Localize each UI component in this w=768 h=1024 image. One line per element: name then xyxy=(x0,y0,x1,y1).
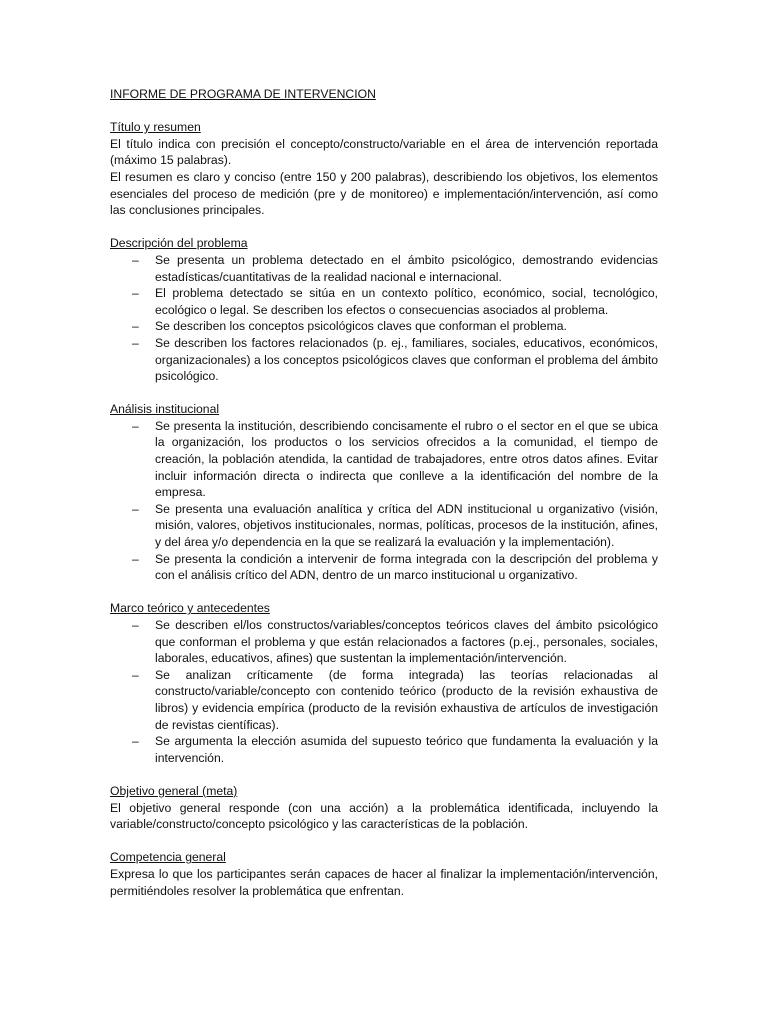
dash-bullet-icon: – xyxy=(132,319,139,334)
dash-bullet-icon: – xyxy=(132,734,139,749)
bullet-item xyxy=(110,318,658,335)
sections-container xyxy=(110,119,658,899)
bullet-item xyxy=(110,617,658,667)
section xyxy=(110,235,658,384)
bullet-text: Se presenta un problema detectado en el ámbito psicológico, demostrando evidencias estadísticas/cuantitativas de la realidad nacional e internacional. xyxy=(155,252,658,284)
bullet-text: Se describen el/los constructos/variables/conceptos teóricos claves del ámbito psicológico que conforman el problema y que están relacionados a factores (p.ej., personales, sociales, laborales, educativos, afines) que sustentan la implementación/intervención. xyxy=(155,618,658,666)
bullet-text: El problema detectado se sitúa en un contexto político, económico, social, tecnológico, ecológico o legal. Se describen los efectos o consecuencias asociados al problema. xyxy=(155,286,658,317)
section xyxy=(110,401,658,584)
section xyxy=(110,783,658,833)
bullet-text: Se describen los conceptos psicológicos claves que conforman el problema. xyxy=(155,319,567,334)
document-content xyxy=(110,86,658,916)
bullet-item xyxy=(110,252,658,285)
section xyxy=(110,849,658,899)
section-heading: Análisis institucional xyxy=(110,402,220,417)
dash-bullet-icon: – xyxy=(132,418,139,433)
section-heading: Marco teórico y antecedentes xyxy=(110,601,270,616)
dash-bullet-icon: – xyxy=(132,286,139,301)
bullet-text: Se argumenta la elección asumida del supuesto teórico que fundamenta la evaluación y la intervención. xyxy=(155,734,658,765)
bullet-text: Se presenta la condición a intervenir de forma integrada con la descripción del problema y con el análisis crítico del ADN, dentro de un marco institucional u organizativo. xyxy=(155,551,658,583)
bullet-item xyxy=(110,418,658,501)
document-title: INFORME DE PROGRAMA DE INTERVENCION xyxy=(110,87,376,101)
dash-bullet-icon: – xyxy=(132,501,139,516)
bullet-text: Se describen los factores relacionados (p. ej., familiares, sociales, educativos, económicos, organizacionales) a los conceptos psicológicos claves que conforman el problema del ámbito psicológico. xyxy=(155,335,658,384)
section-paragraph: Expresa lo que los participantes serán capaces de hacer al finalizar la implementación/intervención, permitiéndoles resolver la problemática que enfrentan. xyxy=(110,866,658,898)
bullet-item xyxy=(110,667,658,733)
dash-bullet-icon: – xyxy=(132,252,139,267)
section-heading: Objetivo general (meta) xyxy=(110,783,238,798)
section-paragraph: El objetivo general responde (con una acción) a la problemática identificada, incluyendo la variable/constructo/concepto psicológico y las características de la población. xyxy=(110,800,658,832)
section-heading: Descripción del problema xyxy=(110,236,248,251)
section-paragraph: El título indica con precisión el concepto/constructo/variable en el área de intervención reportada (máximo 15 palabras). xyxy=(110,136,658,168)
bullet-item xyxy=(110,285,658,318)
dash-bullet-icon: – xyxy=(132,335,139,350)
dash-bullet-icon: – xyxy=(132,618,139,632)
bullet-item xyxy=(110,335,658,385)
bullet-list xyxy=(110,252,658,385)
bullet-list xyxy=(110,617,658,766)
bullet-list xyxy=(110,418,658,584)
bullet-item xyxy=(110,551,658,584)
bullet-item xyxy=(110,501,658,551)
bullet-item xyxy=(110,733,658,766)
section-paragraph: El resumen es claro y conciso (entre 150 y 200 palabras), describiendo los objetivos, los elementos esenciales del proceso de medición (pre y de monitoreo) e implementación/intervención, así como las conclusiones principales. xyxy=(110,169,658,218)
section-heading: Título y resumen xyxy=(110,120,201,135)
bullet-text: Se presenta una evaluación analítica y crítica del ADN institucional u organizativo (visión, misión, valores, objetivos institucionales, normas, políticas, procesos de la institución, afines, y del área y/o dependencia en la que se realizará la evaluación y la implementación). xyxy=(155,501,658,550)
dash-bullet-icon: – xyxy=(132,551,139,566)
section-heading: Competencia general xyxy=(110,850,226,865)
section xyxy=(110,600,658,766)
bullet-text: Se presenta la institución, describiendo concisamente el rubro o el sector en el que se ubica la organización, los productos o los servicios ofrecidos a la comunidad, el tiempo de creación, la población atendida, la cantidad de trabajadores, entre otros datos afines. Evitar incluir información directa o indirecta que conlleve a la identificación del nombre de la empresa. xyxy=(155,418,658,500)
section xyxy=(110,119,658,219)
dash-bullet-icon: – xyxy=(132,667,139,682)
bullet-text: Se analizan críticamente (de forma integrada) las teorías relacionadas al constructo/variable/concepto con contenido teórico (producto de la revisión exhaustiva de libros) y evidencia empírica (producto de la revisión exhaustiva de artículos de investigación de revistas científicas). xyxy=(155,667,658,732)
